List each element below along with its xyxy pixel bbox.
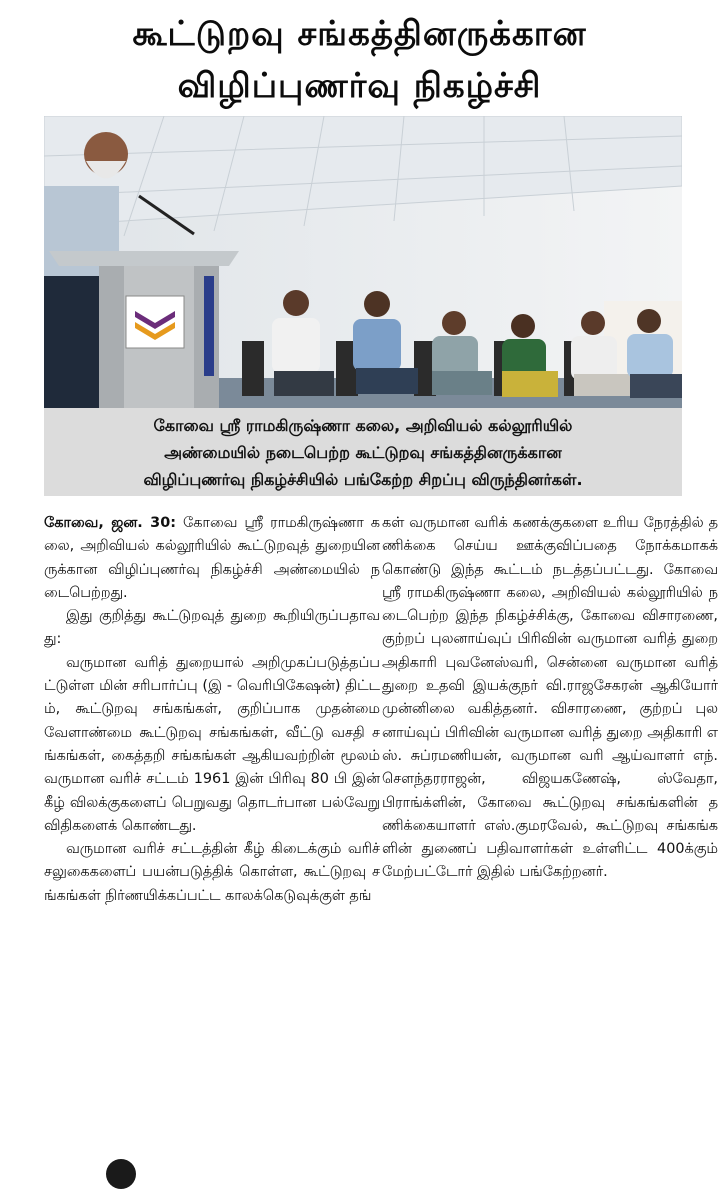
photo-caption xyxy=(44,408,682,496)
article-paragraph-5: கள் வருமான வரிக் கணக்குகளை உரிய நேரத்தில் தணிக்கை செய்ய ஊக்குவிப்பதை நோக்கமாகக் கொண்டு இந்த கூட்டம் நடத்தப்பட்டது. கோவை ஸ்ரீ ராமகிருஷ்ணா கலை, அறிவியல் கல்லூரியில் நடைபெற்ற இந்த நிகழ்ச்சிக்கு, கோவை விசாரணை, குற்றப் புலனாய்வுப் பிரிவின் வருமான வரித் துறை அதிகாரி புவனேஸ்வரி, சென்னை வருமான வரித் துறை உதவி இயக்குநர் வி.ராஜசேகரன் ஆகியோர் முன்னிலை வகித்தனர். விசாரணை, குற்றப் புலனாய்வுப் பிரிவின் வருமான வரித் துறை அதிகாரி எஸ். சுப்ரமணியன், வருமான வரி ஆய்வாளர் எந்.சௌந்தரராஜன், விஜயகணேஷ், ஸ்வேதா, பிராங்க்ளின், கோவை கூட்டுறவு சங்கங்களின் தணிக்கையாளர் எஸ்.குமரவேல், கூட்டுறவு சங்கங்களின் துணைப் பதிவாளர்கள் உள்ளிட்ட 400க்கும் மேற்பட்டோர் இதில் பங்கேற்றனர். xyxy=(382,515,718,881)
caption-line-3: விழிப்புணர்வு நிகழ்ச்சியில் பங்கேற்ற சிறப்பு விருந்தினர்கள். xyxy=(143,470,583,489)
article-paragraph-2: இது குறித்து கூட்டுறவுத் துறை கூறியிருப்பதாவது: xyxy=(44,608,380,648)
headline-line-1: கூட்டுறவு சங்கத்தினருக்கான xyxy=(132,14,587,54)
event-photo-illustration xyxy=(44,116,682,408)
article-column-right xyxy=(382,512,718,885)
college-logo-icon xyxy=(126,296,184,348)
headline xyxy=(0,8,719,112)
caption-line-1: கோவை ஸ்ரீ ராமகிருஷ்ணா கலை, அறிவியல் கல்லூரியில் xyxy=(153,416,573,435)
page-marker-dot xyxy=(106,1159,136,1189)
article-text-1: கோவை ஸ்ரீ ராமகிருஷ்ணா கலை, அறிவியல் கல்லூரியில் கூட்டுறவுத் துறையினருக்கான விழிப்புணர்வு நிகழ்ச்சி அண்மையில் நடைபெற்றது. xyxy=(44,515,380,601)
headline-line-2: விழிப்புணர்வு நிகழ்ச்சி xyxy=(177,66,542,106)
article-paragraph-3: வருமான வரித் துறையால் அறிமுகப்படுத்தப்பட்டுள்ள மின் சரிபார்ப்பு (இ - வெரிபிகேஷன்) திட்டம், கூட்டுறவு சங்கங்கள், குறிப்பாக முதன்மை வேளாண்மை கூட்டுறவு சங்கங்கள், வீட்டு வசதி சங்கங்கள், கைத்தறி சங்கங்கள் ஆகியவற்றின் மூலம் வருமான வரிச் சட்டம் 1961 இன் பிரிவு 80 பி இன் கீழ் விலக்குகளைப் பெறுவது தொடர்பான பல்வேறு விதிகளைக் கொண்டது. xyxy=(44,654,380,834)
article-paragraph-4: வருமான வரிச் சட்டத்தின் கீழ் கிடைக்கும் வரிச் சலுகைகளைப் பயன்படுத்திக் கொள்ள, கூட்டுறவு சங்கங்கள் நிர்ணயிக்கப்பட்ட காலக்கெடுவுக்குள் தங் xyxy=(44,841,380,904)
article-paragraph-1 xyxy=(44,512,380,605)
article-column-left xyxy=(44,512,380,908)
dateline: கோவை, ஜன. 30: xyxy=(44,515,176,531)
event-photo xyxy=(44,116,682,408)
caption-line-2: அண்மையில் நடைபெற்ற கூட்டுறவு சங்கத்தினருக்கான xyxy=(164,443,562,462)
